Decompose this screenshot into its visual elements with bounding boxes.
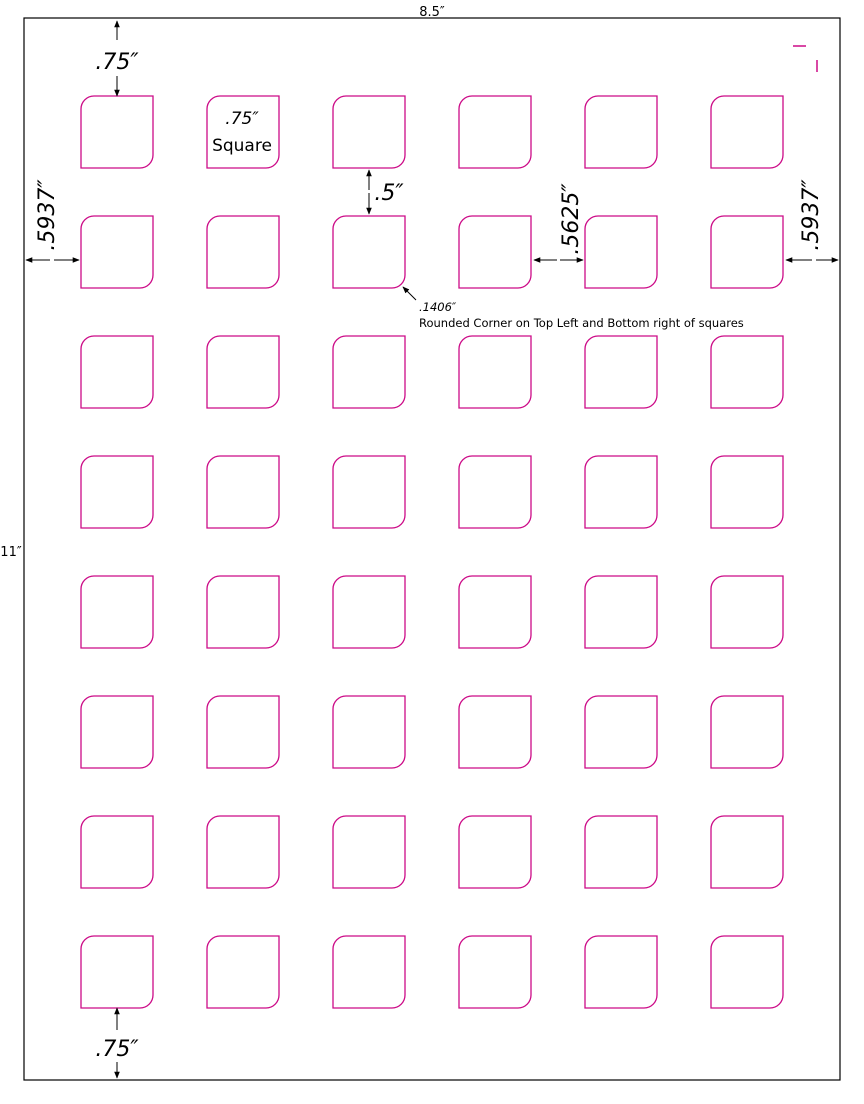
label-square [333, 576, 405, 648]
label-square [711, 336, 783, 408]
label-square [585, 216, 657, 288]
label-square [585, 456, 657, 528]
corner-callout-arrow [403, 287, 416, 300]
label-square [207, 336, 279, 408]
right-margin-label: .5937″ [799, 179, 824, 251]
label-square [81, 336, 153, 408]
label-square [585, 96, 657, 168]
corner-radius-label: .1406″ [419, 300, 457, 314]
label-square [81, 456, 153, 528]
left-margin-label: .5937″ [35, 179, 60, 251]
label-square [81, 696, 153, 768]
square-size-label-line1: .75″ [225, 109, 259, 129]
page-width-label: 8.5″ [419, 5, 445, 20]
label-square [333, 816, 405, 888]
label-square [207, 816, 279, 888]
page-height-label: 11″ [0, 545, 22, 560]
label-square [711, 456, 783, 528]
label-square [459, 696, 531, 768]
label-square [459, 336, 531, 408]
label-square [333, 696, 405, 768]
label-square [333, 96, 405, 168]
label-square [207, 696, 279, 768]
label-square [333, 456, 405, 528]
vertical-gap-label: .5″ [374, 181, 404, 206]
label-square [81, 816, 153, 888]
corner-note-label: Rounded Corner on Top Left and Bottom right of squares [419, 316, 744, 330]
label-square [585, 336, 657, 408]
label-square [333, 216, 405, 288]
label-square [459, 816, 531, 888]
label-square [207, 96, 279, 168]
label-square [333, 336, 405, 408]
registration-mark [793, 46, 817, 72]
label-square [585, 936, 657, 1008]
label-square [459, 96, 531, 168]
top-margin-label: .75″ [95, 50, 139, 75]
label-square [81, 576, 153, 648]
bottom-margin-label: .75″ [95, 1037, 139, 1062]
label-square [459, 936, 531, 1008]
label-square [585, 816, 657, 888]
label-square [711, 696, 783, 768]
page-border [24, 18, 840, 1080]
label-square [711, 576, 783, 648]
label-square [711, 216, 783, 288]
label-square [207, 216, 279, 288]
label-square [711, 936, 783, 1008]
label-square [207, 456, 279, 528]
label-square [459, 216, 531, 288]
label-square [81, 936, 153, 1008]
label-square [81, 216, 153, 288]
label-square [711, 816, 783, 888]
label-square [333, 936, 405, 1008]
label-grid [81, 96, 783, 1008]
label-square [207, 936, 279, 1008]
label-square [585, 576, 657, 648]
square-size-label-line2: Square [212, 136, 272, 156]
horizontal-gap-label: .5625″ [559, 183, 584, 255]
label-square [459, 456, 531, 528]
label-square [207, 576, 279, 648]
label-square [711, 96, 783, 168]
label-square [459, 576, 531, 648]
label-square [81, 96, 153, 168]
label-square [585, 696, 657, 768]
